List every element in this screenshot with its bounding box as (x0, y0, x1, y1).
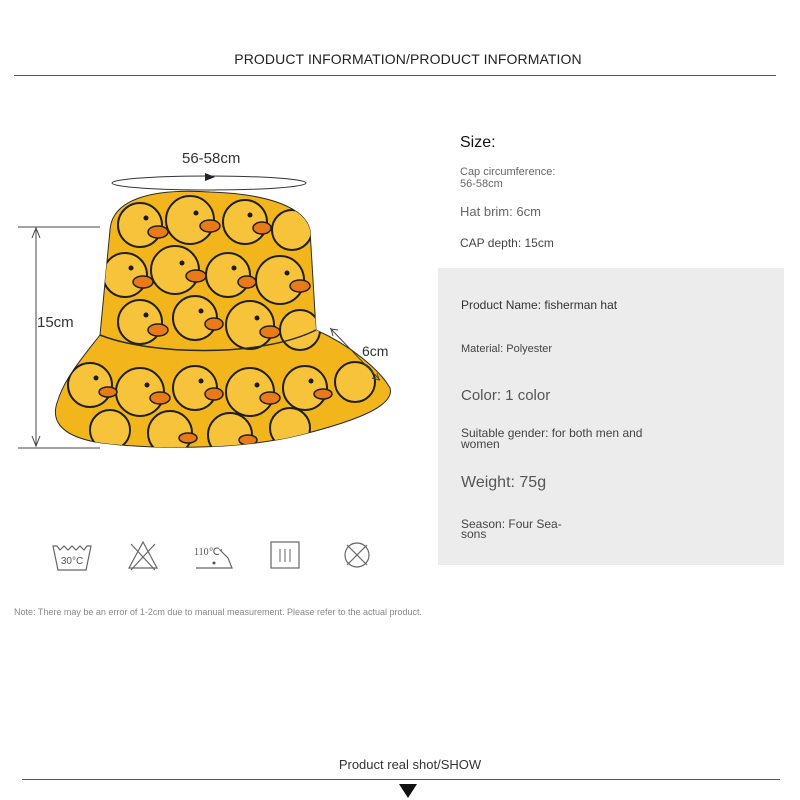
do-not-bleach-icon (126, 538, 160, 572)
product-gender-line2: women (461, 437, 500, 451)
hat-illustration (0, 130, 430, 470)
down-arrow-icon (398, 783, 418, 799)
duck-bucket-hat (55, 191, 390, 457)
circumference-spec-value: 56-58cm (460, 178, 503, 190)
wash-temp-label: 30°C (60, 556, 84, 567)
circumference-label: 56-58cm (182, 150, 241, 167)
height-label: 15cm (37, 314, 74, 331)
measurement-note: Note: There may be an error of 1-2cm due to manual measurement. Please refer to the actual product. (14, 607, 423, 617)
circumference-indicator (112, 173, 306, 190)
wash-30c-icon (50, 538, 94, 574)
header-divider (14, 75, 776, 76)
product-color: Color: 1 color (461, 387, 551, 404)
footer-divider (22, 779, 780, 780)
brim-label: 6cm (362, 343, 389, 359)
product-season (461, 519, 581, 539)
brim-spec: Hat brim: 6cm (460, 204, 541, 219)
product-name: Product Name: fisherman hat (461, 298, 618, 312)
product-season-line2: sons (461, 527, 487, 541)
product-gender (461, 428, 661, 450)
iron-110c-icon (192, 538, 236, 572)
product-gender-line1: Suitable gender: for both men and (461, 426, 643, 440)
product-weight: Weight: 75g (461, 474, 547, 491)
size-heading: Size: (460, 134, 496, 151)
product-material: Material: Polyester (461, 343, 553, 355)
iron-temp-label: 110℃ (194, 547, 220, 558)
line-dry-icon (268, 538, 302, 572)
do-not-tumble-dry-icon (340, 538, 374, 572)
page-title: PRODUCT INFORMATION/PRODUCT INFORMATION (234, 51, 582, 67)
circumference-spec-label: Cap circumference: (460, 166, 556, 178)
depth-spec: CAP depth: 15cm (460, 236, 554, 250)
product-season-line1: Season: Four Sea- (461, 517, 562, 531)
footer-caption: Product real shot/SHOW (338, 757, 482, 772)
